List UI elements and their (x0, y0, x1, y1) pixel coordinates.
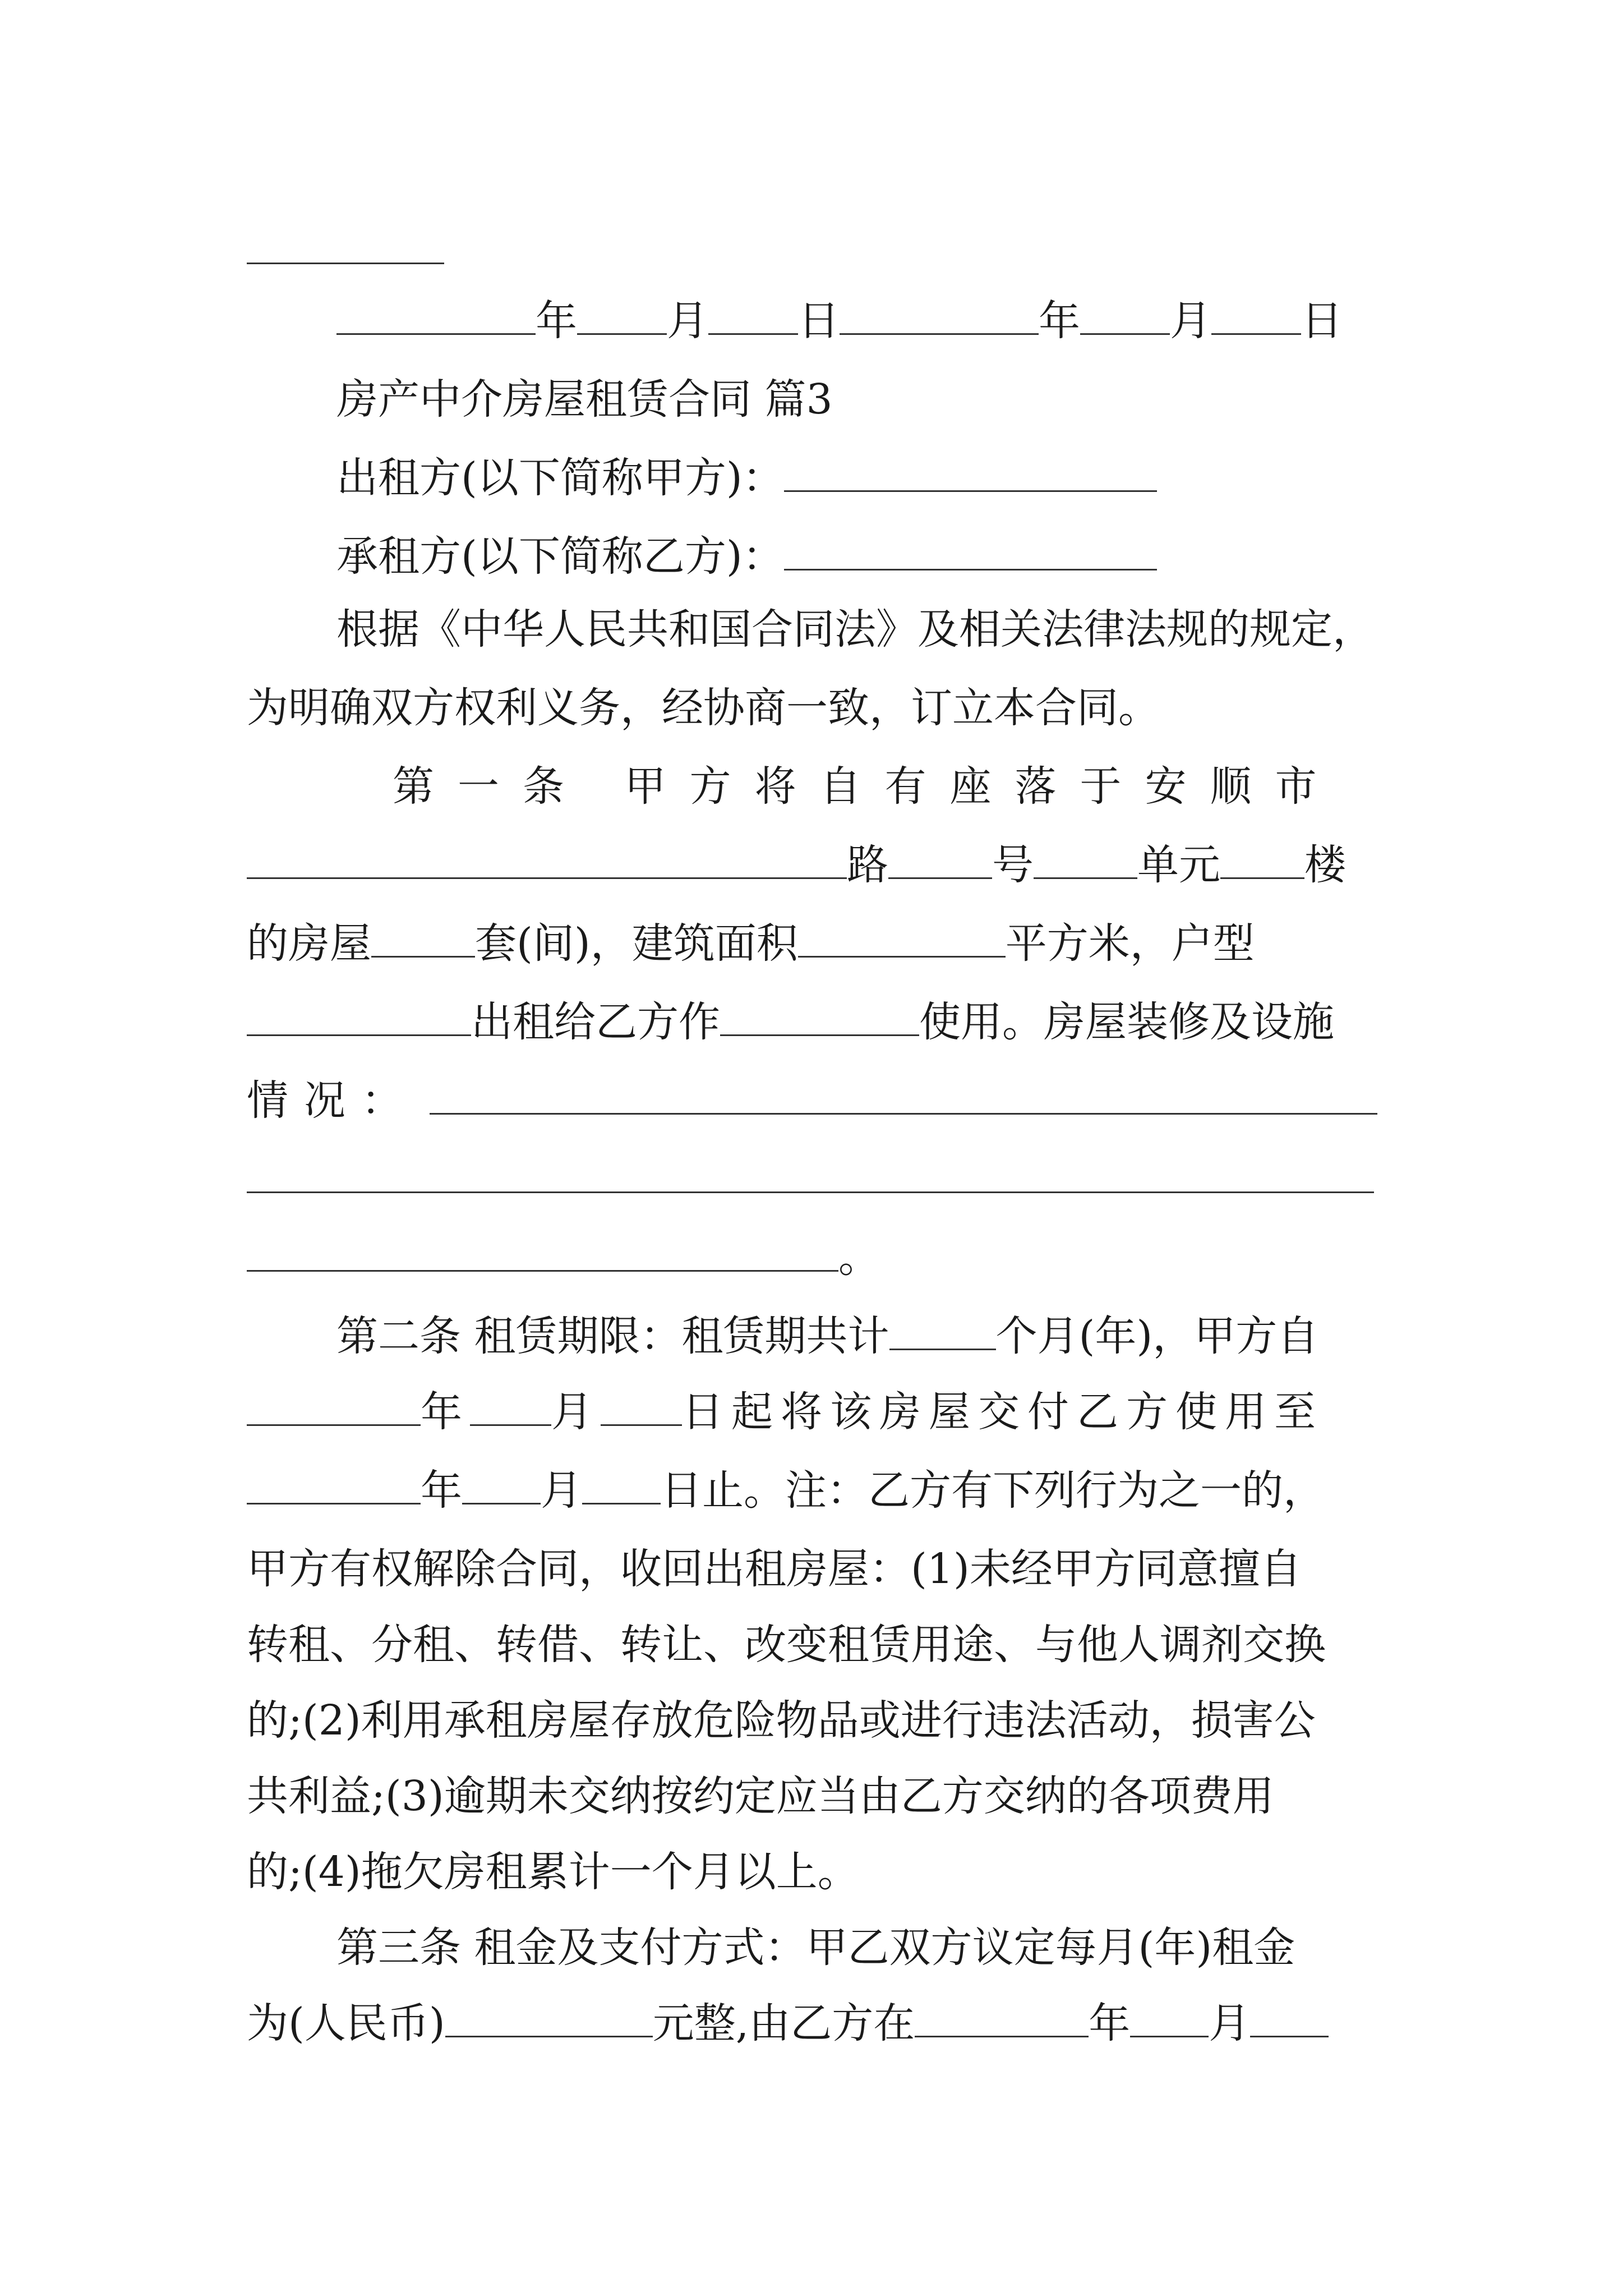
article2-line-1: 第二条 租赁期限：租赁期共计 个月(年)，甲方自 (336, 1312, 1319, 1360)
article1-line-1: 第一条 甲方将自有座落于安顺市 (393, 762, 1340, 811)
lessor-line: 出租方(以下简称甲方)： (336, 457, 1157, 499)
article1-line-2: 路 号 单元 楼 (247, 844, 1346, 886)
article2-line-2: 年 月 日起将该房屋交付乙方使用至 (247, 1391, 1324, 1433)
top-blank-line (247, 263, 444, 264)
date-line: 年 月 日 年 月 日 (336, 300, 1343, 342)
article3-line-2: 为(人民币) 元整,由乙方在 年 月 (247, 2003, 1329, 2044)
article3-line-1: 第三条 租金及支付方式：甲乙双方议定每月(年)租金 (336, 1924, 1295, 1972)
article1-line-7: 。 (247, 1237, 880, 1278)
article1-line-5: 情况： (247, 1080, 1377, 1121)
article1-line-4: 出租给乙方作 使用。房屋装修及设施 (247, 1001, 1334, 1043)
article2-line-4: 甲方有权解除合同，收回出租房屋：(1)未经甲方同意擅自 (247, 1545, 1302, 1593)
article1-line-3: 的房屋 套(间)，建筑面积 平方米，户型 (247, 919, 1255, 968)
article1-line-6 (247, 1158, 1374, 1200)
article2-line-5: 转租、分租、转借、转让、改变租赁用途、与他人调剂交换 (247, 1621, 1326, 1669)
article2-line-8: 的;(4)拖欠房租累计一个月以上。 (247, 1848, 859, 1896)
intro-line-2: 为明确双方权利义务，经协商一致，订立本合同。 (247, 684, 1160, 732)
heading: 房产中介房屋租赁合同 篇3 (336, 375, 833, 424)
intro-line-1: 根据《中华人民共和国合同法》及相关法律法规的规定， (336, 605, 1374, 654)
lessee-line: 承租方(以下简称乙方)： (336, 536, 1157, 577)
article2-line-6: 的;(2)利用承租房屋存放危险物品或进行违法活动，损害公 (247, 1696, 1316, 1745)
article2-line-3: 年 月 日止。注：乙方有下列行为之一的， (247, 1470, 1325, 1511)
article2-line-7: 共利益;(3)逾期未交纳按约定应当由乙方交纳的各项费用 (247, 1772, 1274, 1820)
